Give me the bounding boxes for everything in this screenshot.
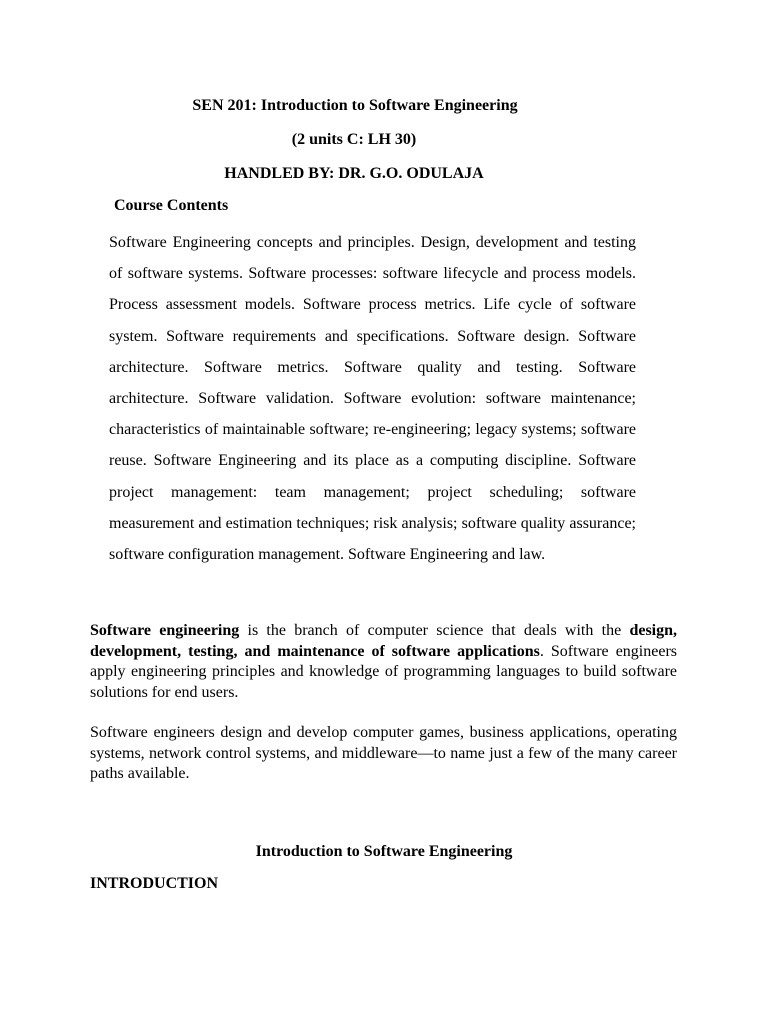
definition-emphasis: design, development, testing, and maintenance of software applications (90, 622, 678, 660)
course-contents-heading: Course Contents (114, 197, 229, 214)
definition-text-1: is the branch of computer science that deals with the (239, 622, 630, 639)
course-units: (2 units C: LH 30) (291, 131, 417, 148)
definition-paragraph (90, 621, 677, 704)
section-title: Introduction to Software Engineering (255, 843, 513, 860)
definition-text-2: . Software engineers apply engineering principles and knowledge of programming languages to build software solutions for end users. (90, 642, 677, 702)
definition-term: Software engineering (90, 622, 240, 639)
handled-by: HANDLED BY: DR. G.O. ODULAJA (224, 165, 484, 182)
careers-paragraph: Software engineers design and develop computer games, business applications, operating systems, network control systems, and middleware—to name just a few of the many career paths available. (90, 724, 677, 783)
course-contents-text: Software Engineering concepts and principles. Design, development and testing of software systems. Software processes: software lifecycle and process models. Process assessment models. Software process metrics. Life cycle of software system. Software requirements and specifications. Software design. Software architecture. Software metrics. Software quality and testing. Software architecture. Software validation. Software evolution: software maintenance; characteristics of maintainable software; re-engineering; legacy systems; software reuse. Software Engineering and its place as a computing discipline. Software project management: team management; project scheduling; software measurement and estimation techniques; risk analysis; software quality assurance; software configuration management. Software Engineering and law. (109, 234, 636, 564)
introduction-heading: INTRODUCTION (90, 875, 219, 892)
course-title: SEN 201: Introduction to Software Engineering (192, 97, 518, 114)
